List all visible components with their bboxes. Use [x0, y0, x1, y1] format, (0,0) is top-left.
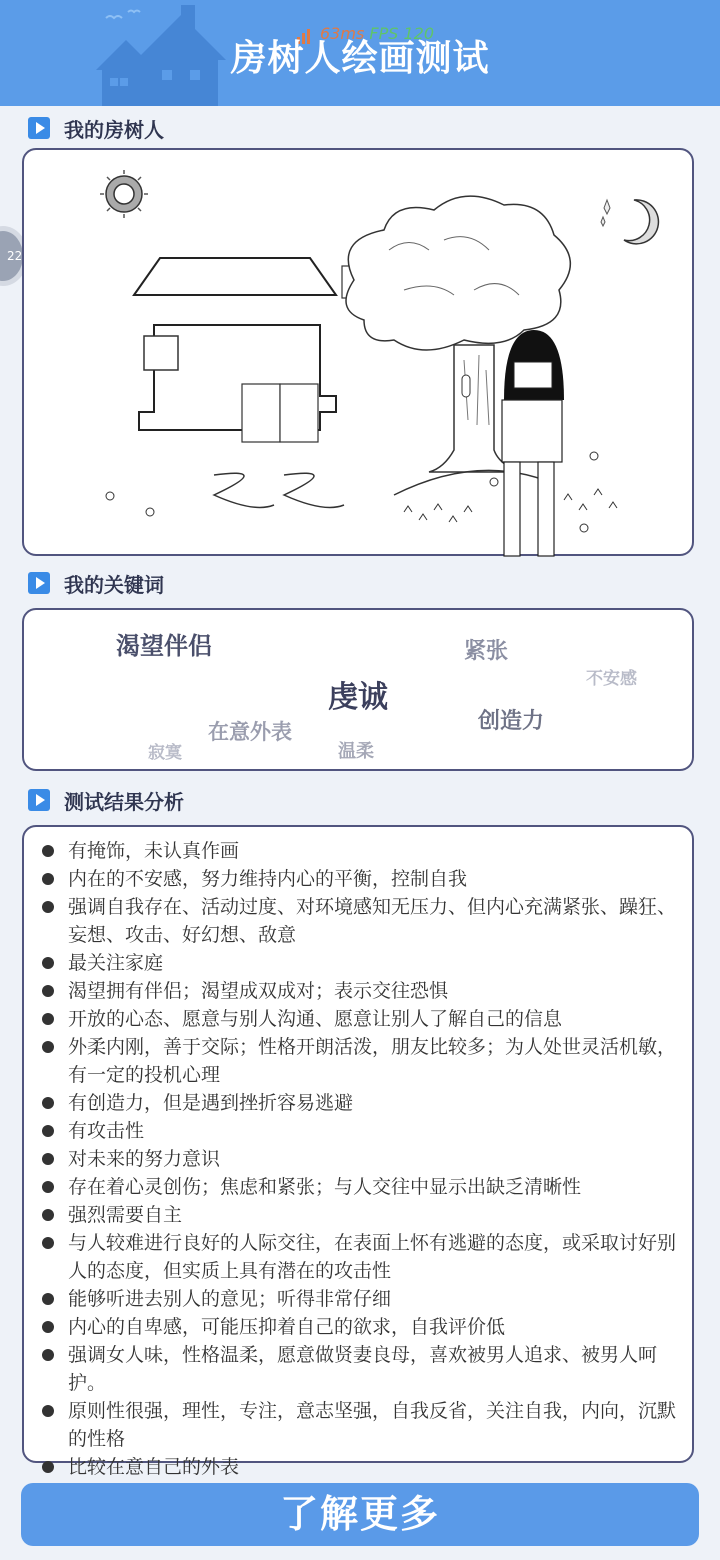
- list-item: 比较在意自己的外表: [42, 1453, 680, 1481]
- keyword-tag: 温柔: [338, 741, 374, 762]
- perf-ms: 63ms: [320, 24, 365, 43]
- keywords-card: [22, 608, 694, 771]
- perf-fps: FPS 120: [369, 24, 435, 43]
- house-tree-person-drawing: [24, 150, 692, 554]
- list-item: 强调自我存在、活动过度、对环境感知无压力、但内心充满紧张、躁狂、妄想、攻击、好幻想、敌意: [42, 893, 680, 949]
- list-item: 内在的不安感，努力维持内心的平衡，控制自我: [42, 865, 680, 893]
- keyword-tag: 渴望伴侣: [116, 632, 212, 660]
- list-item: 有攻击性: [42, 1117, 680, 1145]
- list-item: 强烈需要自主: [42, 1201, 680, 1229]
- list-item: 外柔内刚，善于交际；性格开朗活泼，朋友比较多；为人处世灵活机敏，有一定的投机心理: [42, 1033, 680, 1089]
- play-icon: [28, 117, 50, 139]
- list-item: 内心的自卑感，可能压抑着自己的欲求，自我评价低: [42, 1313, 680, 1341]
- list-item: 渴望拥有伴侣；渴望成双成对；表示交往恐惧: [42, 977, 680, 1005]
- page-title: 房树人绘画测试: [230, 38, 490, 79]
- list-item: 原则性很强，理性，专注，意志坚强，自我反省，关注自我，内向，沉默的性格: [42, 1397, 680, 1453]
- keyword-tag: 紧张: [464, 639, 509, 664]
- house-roof: [134, 258, 336, 295]
- play-icon: [28, 789, 50, 811]
- drawing-card: [22, 148, 694, 556]
- section-keywords-header: [28, 570, 164, 596]
- results-card[interactable]: [22, 825, 694, 1478]
- section-keywords-title: 我的关键词: [64, 572, 164, 597]
- keyword-tag: 创造力: [478, 709, 545, 734]
- list-item: 能够听进去别人的意见；听得非常仔细: [42, 1285, 680, 1313]
- section-drawing-header: [28, 115, 164, 141]
- moon-icon: [601, 200, 658, 244]
- keyword-tag: 不安感: [586, 669, 637, 689]
- list-item: 有掩饰，未认真作画: [42, 837, 680, 865]
- person-icon: [502, 330, 564, 556]
- side-handle-label: 22: [7, 249, 23, 263]
- list-item: 开放的心态、愿意与别人沟通、愿意让别人了解自己的信息: [42, 1005, 680, 1033]
- keyword-tag: 寂寞: [148, 743, 182, 763]
- keyword-tag: 虔诚: [328, 680, 388, 715]
- results-list: [24, 827, 692, 1481]
- sun-icon: [100, 170, 148, 218]
- list-item: 有创造力，但是遇到挫折容易逃避: [42, 1089, 680, 1117]
- list-item: 最关注家庭: [42, 949, 680, 977]
- keyword-tag: 在意外表: [208, 720, 292, 744]
- section-drawing-title: 我的房树人: [64, 117, 164, 142]
- play-icon: [28, 572, 50, 594]
- list-item: 对未来的努力意识: [42, 1145, 680, 1173]
- section-results-title: 测试结果分析: [64, 789, 184, 814]
- list-item: 强调女人味，性格温柔，愿意做贤妻良母，喜欢被男人追求、被男人呵护。: [42, 1341, 680, 1397]
- app-header: [0, 0, 720, 106]
- section-results-header: [28, 787, 184, 813]
- learn-more-button[interactable]: 了解更多: [21, 1483, 699, 1546]
- list-item: 与人较难进行良好的人际交往，在表面上怀有逃避的态度，或采取讨好别人的态度，但实质上具有潜在的攻击性: [42, 1229, 680, 1285]
- list-item: 存在着心灵创伤；焦虑和紧张；与人交往中显示出缺乏清晰性: [42, 1173, 680, 1201]
